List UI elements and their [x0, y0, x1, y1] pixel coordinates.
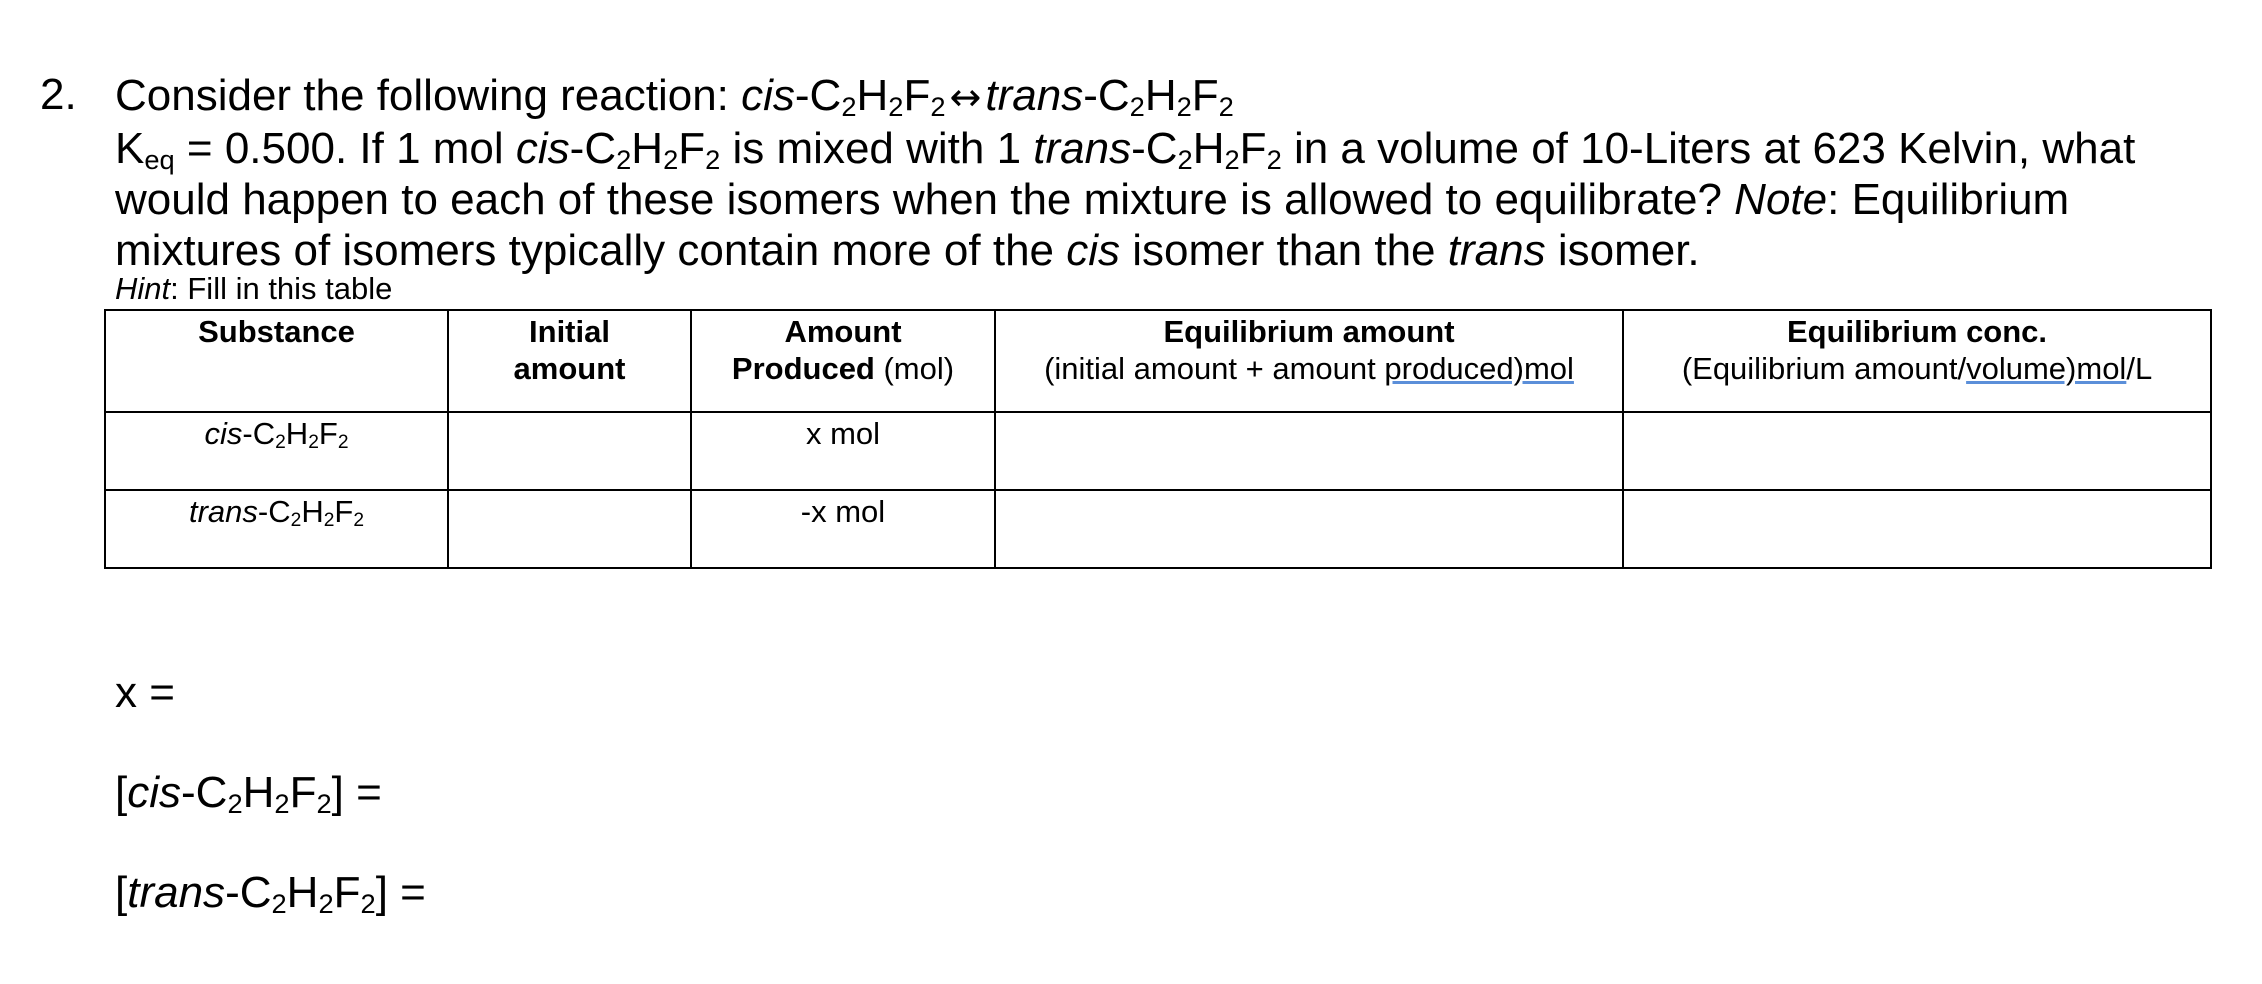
table-row: [105, 490, 2211, 568]
table-row: [105, 412, 2211, 490]
answer-x[interactable]: x =: [115, 668, 175, 717]
cell-substance: cis-$C_2H_2F_2$: [105, 412, 448, 490]
header-equilibrium-amount: Equilibrium amount (initial amount + amount produced)mol: [995, 310, 1623, 412]
cell-equilibrium-conc[interactable]: [1623, 412, 2211, 490]
cell-amount-produced: -x mol: [691, 490, 995, 568]
header-amount-produced: Amount Produced (mol): [691, 310, 995, 412]
equilibrium-table: [104, 309, 2212, 569]
question-line-2: $K_{eq} = 0.500$. If 1 mol cis-$C_2H_2F_2$ is mixed with 1 trans-$C_2H_2F_2$ in a volume of 10-Liters at 623 Kelvin, what: [115, 124, 2136, 175]
cell-equilibrium-conc[interactable]: [1623, 490, 2211, 568]
question-text: [115, 70, 2235, 276]
cell-initial-amount[interactable]: [448, 490, 691, 568]
header-initial-amount: Initial amount: [448, 310, 691, 412]
cell-initial-amount[interactable]: [448, 412, 691, 490]
equilibrium-arrow-icon: ↔: [949, 75, 982, 119]
header-substance: Substance: [105, 310, 448, 412]
question-line-4: mixtures of isomers typically contain more of the cis isomer than the trans isomer.: [115, 226, 1700, 275]
question-line-1: Consider the following reaction: cis-$C_2H_2F_2$ $\leftrightarrow trans-C_2H_2F_2$: [115, 71, 1234, 122]
table-header-row: [105, 310, 2211, 412]
header-equilibrium-conc: Equilibrium conc. (Equilibrium amount/volume)mol/L: [1623, 310, 2211, 412]
cell-substance: trans-$C_2H_2F_2$: [105, 490, 448, 568]
hint-text: Hint: Fill in this table: [115, 271, 393, 306]
question-line-3: would happen to each of these isomers when the mixture is allowed to equilibrate? Note: Equilibrium: [115, 175, 2070, 224]
cell-equilibrium-amount[interactable]: [995, 490, 1623, 568]
cell-equilibrium-amount[interactable]: [995, 412, 1623, 490]
answer-cis-concentration[interactable]: $[cis-C_2H_2F_2]$ =: [115, 768, 382, 819]
answer-trans-concentration[interactable]: $[trans-C_2H_2F_2]$ =: [115, 868, 426, 919]
question-number: 2.: [40, 70, 77, 119]
cell-amount-produced: x mol: [691, 412, 995, 490]
